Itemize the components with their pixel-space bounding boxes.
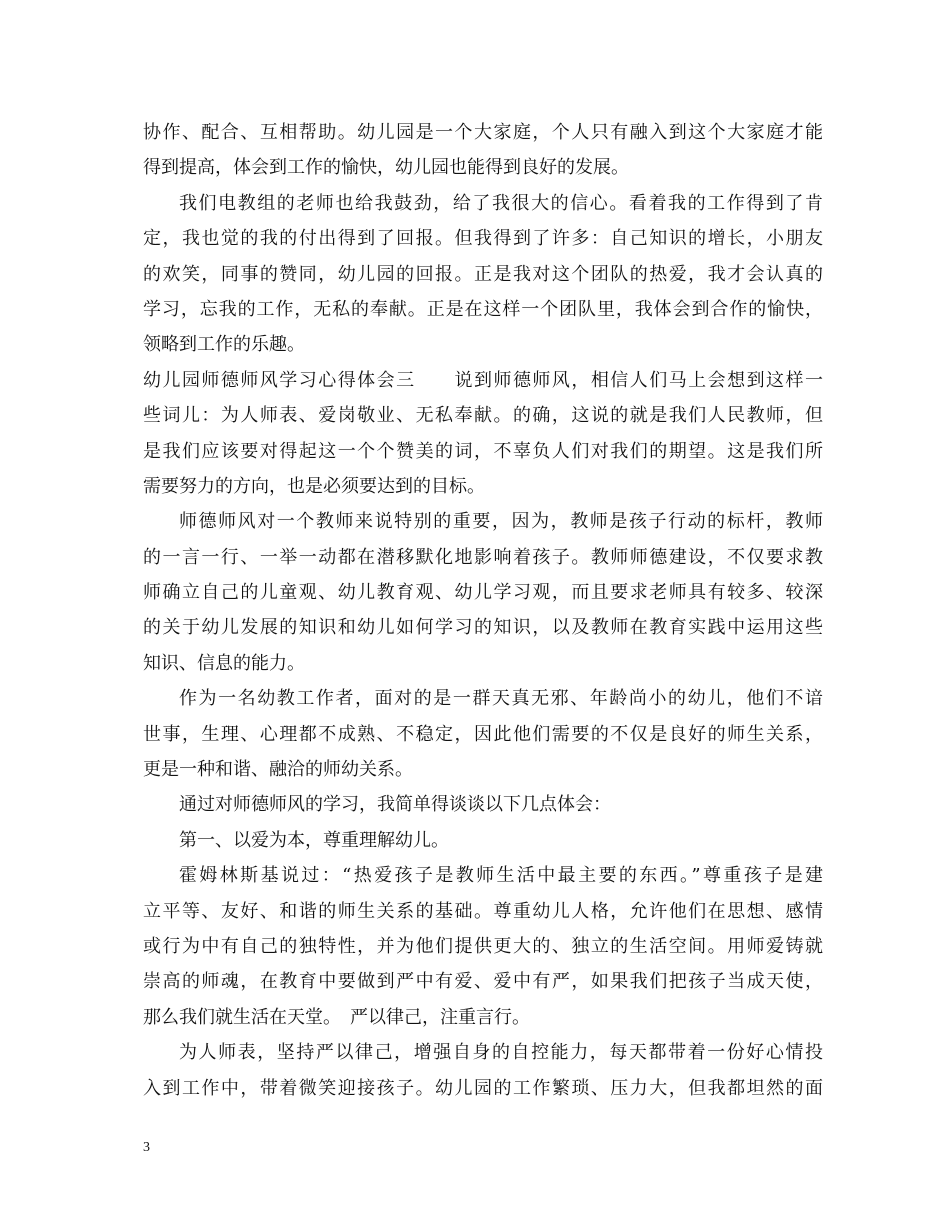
text-line: 协作、配合、互相帮助。幼儿园是一个大家庭，个人只有融入到这个大家庭才能 — [143, 122, 823, 143]
text-line: 作为一名幼教工作者，面对的是一群天真无邪、年龄尚小的幼儿，他们不谙 — [179, 688, 823, 710]
text-line: 知识、信息的能力。 — [143, 652, 305, 674]
text-line: 崇高的师魂，在教育中要做到严中有爱、爱中有严，如果我们把孩子当成天使， — [143, 971, 823, 993]
text-line: 立平等、友好、和谐的师生关系的基础。尊重幼儿人格，允许他们在思想、感情 — [143, 900, 823, 922]
text-line: 师德师风对一个教师来说特别的重要，因为，教师是孩子行动的标杆，教师 — [179, 511, 823, 533]
text-line: 通过对师德师风的学习，我简单得谈谈以下几点体会： — [179, 794, 611, 816]
text-line: 的关于幼儿发展的知识和幼儿如何学习的知识，以及教师在教育实践中运用这些 — [143, 617, 823, 639]
text-line: 需要努力的方向，也是必须要达到的目标。 — [143, 475, 485, 497]
body-text — [143, 115, 823, 1106]
text-line: 学习，忘我的工作，无私的奉献。正是在这样一个团队里，我体会到合作的愉快， — [143, 298, 823, 320]
text-line: 霍姆林斯基说过：“热爱孩子是教师生活中最主要的东西。”尊重孩子是建 — [179, 865, 823, 887]
text-line: 定，我也觉的我的付出得到了回报。但我得到了许多：自己知识的增长，小朋友 — [143, 228, 823, 250]
text-line: 更是一种和谐、融洽的师幼关系。 — [143, 759, 413, 781]
text-line: 入到工作中，带着微笑迎接孩子。幼儿园的工作繁琐、压力大，但我都坦然的面 — [143, 1077, 823, 1099]
text-line: 或行为中有自己的独特性，并为他们提供更大的、独立的生活空间。用师爱铸就 — [143, 935, 823, 957]
text-line: 世事，生理、心理都不成熟、不稳定，因此他们需要的不仅是良好的师生关系， — [143, 723, 823, 745]
text-line: 第一、以爱为本，尊重理解幼儿。 — [179, 829, 449, 851]
text-line: 我们电教组的老师也给我鼓劲，给了我很大的信心。看着我的工作得到了肯 — [179, 192, 823, 214]
text-line: 那么我们就生活在天堂。 严以律己，注重言行。 — [143, 1006, 530, 1028]
text-line: 领略到工作的乐趣。 — [143, 334, 305, 356]
text-line: 是我们应该要对得起这一个个赞美的词，不辜负人们对我们的期望。这是我们所 — [143, 440, 823, 462]
text-line: 的一言一行、一举一动都在潜移默化地影响着孩子。教师师德建设，不仅要求教 — [143, 546, 823, 568]
text-line: 些词儿：为人师表、爱岗敬业、无私奉献。的确，这说的就是我们人民教师，但 — [143, 405, 823, 427]
text-line: 的欢笑，同事的赞同，幼儿园的回报。正是我对这个团队的热爱，我才会认真的 — [143, 263, 823, 285]
text-line: 得到提高，体会到工作的愉快，幼儿园也能得到良好的发展。 — [143, 157, 629, 179]
text-line: 为人师表，坚持严以律己，增强自身的自控能力，每天都带着一份好心情投 — [179, 1042, 823, 1064]
text-line: 师确立自己的儿童观、幼儿教育观、幼儿学习观，而且要求老师具有较多、较深 — [143, 582, 823, 604]
section-heading-line: 幼儿园师德师风学习心得体会三 说到师德师风，相信人们马上会想到这样一 — [143, 369, 823, 391]
page-number: 3 — [143, 1140, 150, 1155]
